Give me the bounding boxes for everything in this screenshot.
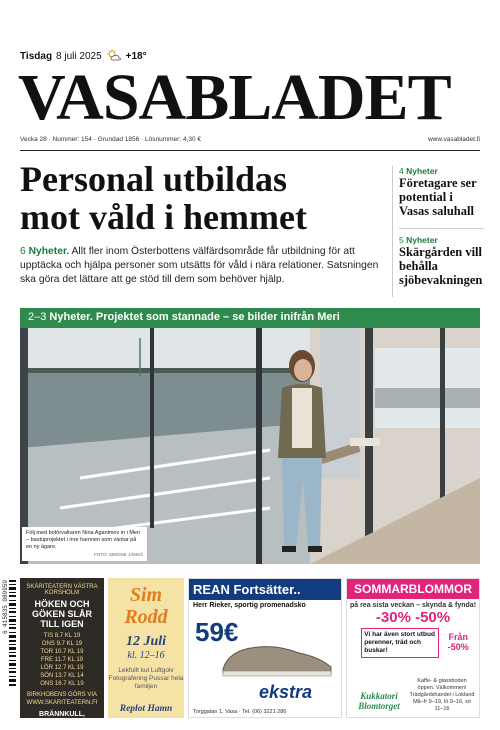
ad1-date: TOR 10.7 KL 19 bbox=[40, 649, 84, 655]
teaser-saluhall[interactable] bbox=[399, 166, 484, 218]
lead-section: Nyheter. bbox=[28, 246, 70, 257]
ad-row bbox=[20, 578, 480, 728]
ad1-date: SÖN 13.7 KL 14 bbox=[40, 673, 84, 679]
ad2-text: Lekfullt kul Luftgolv Fotografering Pussar hela familjen bbox=[108, 667, 184, 690]
teaser-sjobevakning[interactable] bbox=[399, 235, 484, 287]
barcode-number: 6 415835 089950 bbox=[2, 580, 9, 635]
ad4-discount: -30% -50% bbox=[375, 609, 451, 626]
ad2-time: kl. 12–16 bbox=[127, 650, 165, 661]
banner-section: Nyheter. bbox=[49, 311, 93, 323]
ad4-from: Från -50% bbox=[447, 632, 469, 652]
temperature: +18° bbox=[125, 50, 147, 62]
caption-text: Följ med boförvaltaren Nina Aganimov in i Meri – bastuprojektet i inre hamnen som väntar på en ny ägare. bbox=[26, 530, 141, 550]
headline-line-1: Personal utbildas bbox=[20, 159, 288, 199]
lead-text: Allt fler inom Österbottens välfärdsområde får utbildning för att upptäcka och hjälpa personer som utsätts för våld i nära relationer. Satsningen ska göra det lättare att ge stöd till dem som behöver hjälp. bbox=[20, 246, 379, 285]
ad4-box: Vi har även stort utbud perenner, träd och buskar! bbox=[361, 628, 439, 658]
teaser-kicker: 5 Nyheter bbox=[399, 235, 438, 245]
ad3-title: REAN Fortsätter.. bbox=[189, 579, 341, 600]
weekday: Tisdag bbox=[20, 50, 53, 62]
sidebar-teasers bbox=[392, 166, 484, 297]
shoe-icon bbox=[219, 639, 335, 679]
ad3-brand: ekstra bbox=[259, 682, 313, 702]
website-link[interactable]: www.vasabladet.fi bbox=[427, 136, 480, 143]
photo-credit: FOTO: SIMONE JÄMSÄ bbox=[94, 552, 143, 557]
date: 8 juli 2025 bbox=[56, 50, 102, 62]
main-lead bbox=[20, 245, 380, 287]
ad4-brand: Kukkatori Blomtorget bbox=[358, 691, 400, 711]
photo-caption bbox=[22, 527, 147, 561]
barcode bbox=[4, 580, 16, 700]
ad2-date: 12 Juli bbox=[125, 634, 167, 649]
ad-sommarblommor[interactable] bbox=[346, 578, 480, 718]
teaser-divider bbox=[399, 228, 484, 229]
ad3-address: Torggatan 1, Vasa · Tel. (06) 3221 286 bbox=[193, 709, 287, 715]
main-headline[interactable] bbox=[20, 160, 380, 236]
teaser-title: Företagare ser potential i Vasas saluhall bbox=[399, 176, 477, 218]
teaser-title: Skärgården vill behålla sjöbevakningen bbox=[399, 245, 483, 287]
masthead-title[interactable]: VASABLADET bbox=[18, 61, 451, 134]
issue-info: Vecka 28 · Nummer: 154 · Grundad 1856 · Lösnummer: 4,30 € bbox=[20, 136, 202, 143]
ad2-footer: Replot Hamn bbox=[119, 704, 173, 714]
ad2-title-1: Sim bbox=[129, 584, 163, 606]
ad4-title: SOMMARBLOMMOR bbox=[347, 579, 479, 599]
ad1-date: ONS 16.7 KL 19 bbox=[40, 681, 84, 687]
ad-ekstra[interactable] bbox=[188, 578, 342, 718]
divider bbox=[20, 150, 480, 151]
ad1-footer: BRÄNNKULL, REPLOT bbox=[39, 711, 85, 728]
headline-line-2: mot våld i hemmet bbox=[20, 197, 307, 237]
ad4-line1: på rea sista veckan – skynda & fynda! bbox=[349, 602, 477, 609]
photo-story-banner[interactable] bbox=[20, 308, 480, 328]
ad2-title-2: Rodd bbox=[124, 606, 168, 628]
ad1-info: BIRKHOBENS GÖRS VIA WWW.SKARITEATERN.FI bbox=[26, 692, 98, 706]
ad-sim-rodd[interactable] bbox=[108, 578, 184, 718]
ad1-date: TIS 8.7 KL 19 bbox=[43, 633, 81, 639]
ad1-date: LÖR 12.7 KL 19 bbox=[40, 665, 84, 671]
ad3-price: 59€ bbox=[195, 617, 239, 647]
ad1-top: SKÄRITEATERN VÄSTRA KORSHOLM bbox=[26, 584, 98, 596]
ad-skariteatern[interactable] bbox=[20, 578, 104, 728]
ad3-subtitle: Herr Rieker, sportig promenadsko bbox=[193, 602, 306, 609]
banner-pages: 2–3 bbox=[28, 311, 47, 323]
lead-page-number: 6 bbox=[20, 246, 26, 257]
ad4-note: Kaffe- & glassboden öppen. Välkommen! Trädgårdshandel i Lokland Må–fr 9–19, lö 9–16, sö 11–16 bbox=[409, 678, 475, 712]
banner-text: Projektet som stannade – se bilder inifrån Meri bbox=[95, 311, 340, 323]
ad1-date: FRE 11.7 KL 19 bbox=[40, 657, 84, 663]
teaser-kicker: 4 Nyheter bbox=[399, 166, 438, 176]
ad1-title: HÖKEN OCH GÖKEN SLÅR TILL IGEN bbox=[31, 599, 92, 629]
issue-meta bbox=[20, 136, 480, 148]
ad1-date: ONS 9.7 KL 19 bbox=[41, 641, 83, 647]
